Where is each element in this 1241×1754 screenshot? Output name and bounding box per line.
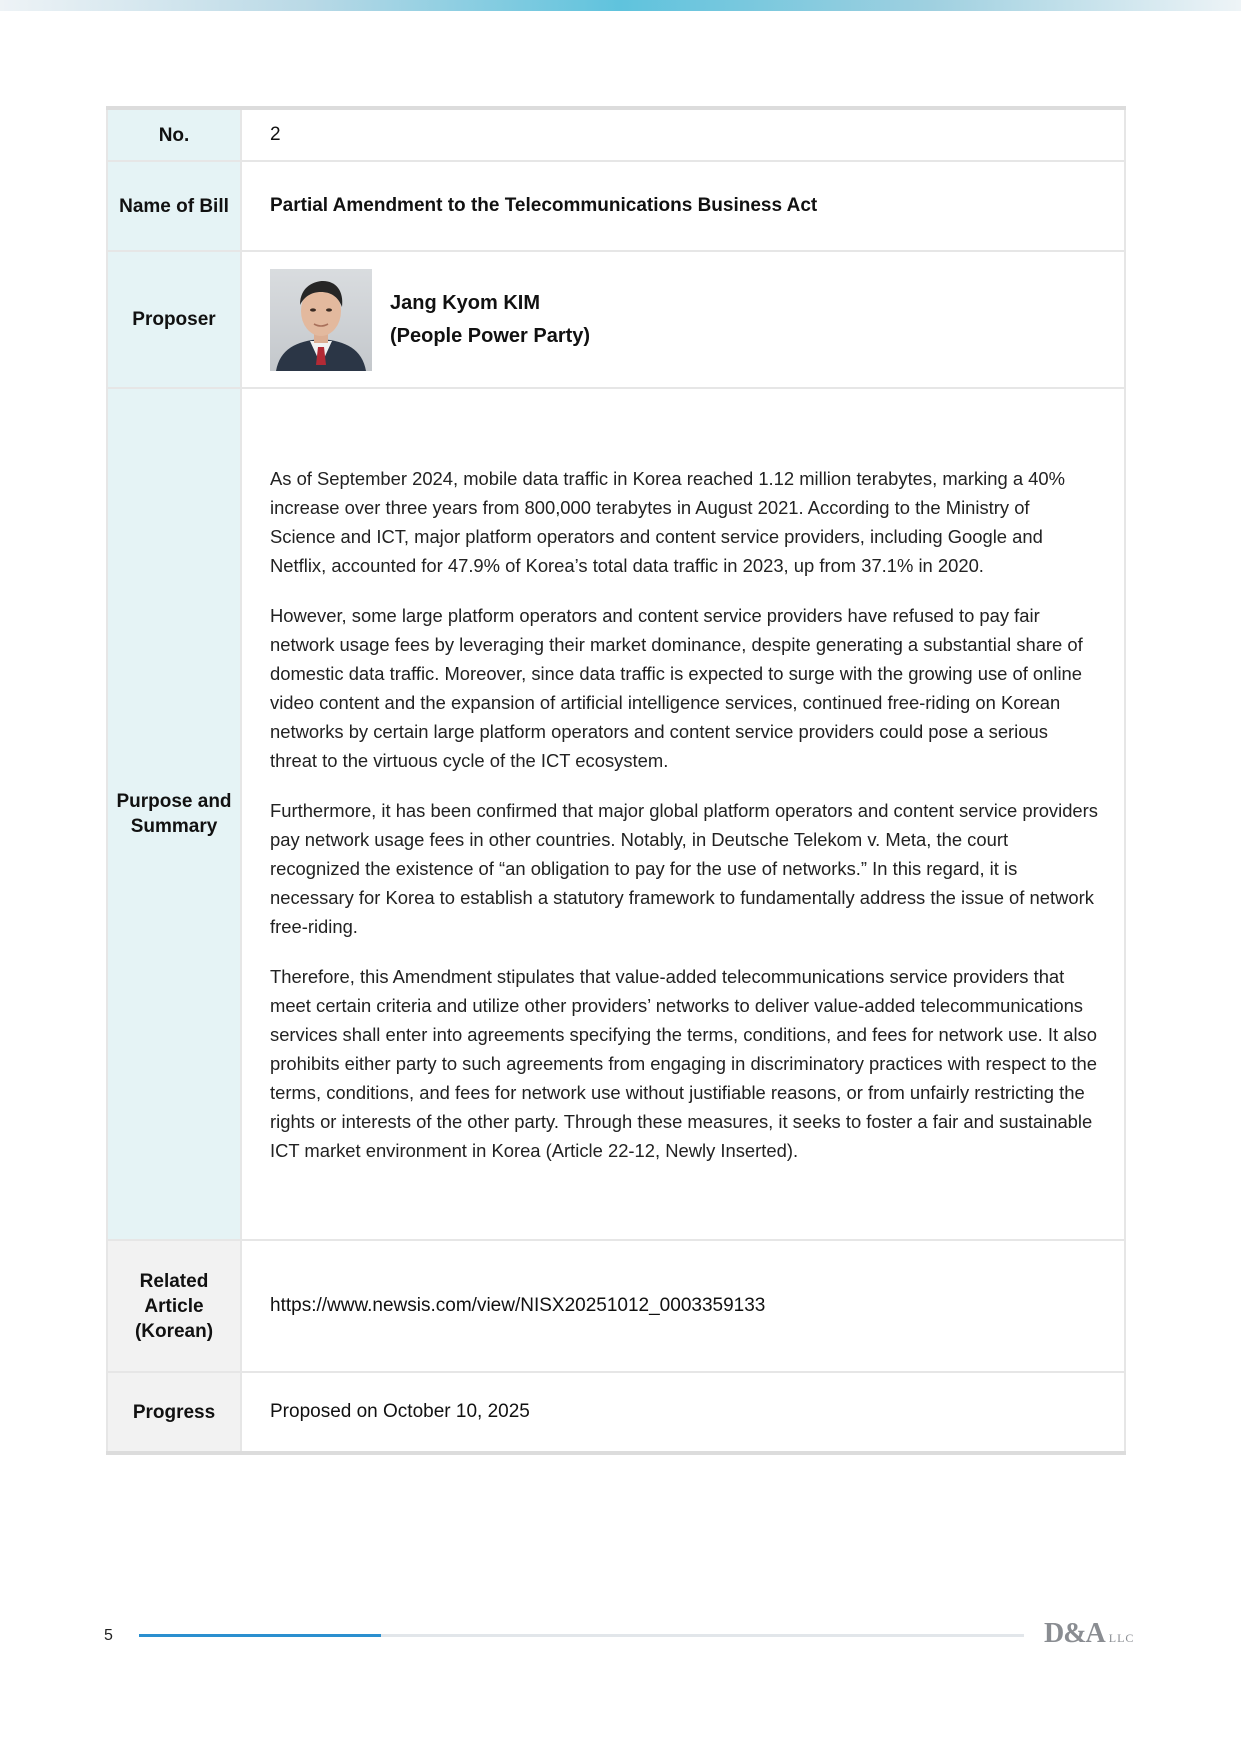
number-label: No.: [107, 108, 241, 161]
bill-name-label: Name of Bill: [107, 161, 241, 251]
row-purpose: [107, 388, 1125, 1240]
proposer-party: (People Power Party): [390, 324, 591, 347]
summary-paragraph: Therefore, this Amendment stipulates that value-added telecommunications service providers that meet certain criteria and utilize other providers’ networks to deliver value-added telecommunications services shall enter into agreements specifying the terms, conditions, and fees for network use. It also prohibits either party to such agreements from engaging in discriminatory practices with respect to the terms, conditions, and fees for network use without justifiable reasons, or from unfairly restricting the rights or interests of the other party. Through these measures, it seeks to foster a fair and sustainable ICT market environment in Korea (Article 22-12, Newly Inserted).: [270, 965, 1097, 1161]
summary-paragraph: Furthermore, it has been confirmed that major global platform operators and content service providers pay network usage fees in other countries. Notably, in Deutsche Telekom v. Meta, the court recognized the existence of “an obligation to pay for the use of networks.” In this regard, it is necessary for Korea to establish a statutory framework to fundamentally address the issue of network free-riding.: [270, 799, 1098, 937]
progress-label: Progress: [107, 1372, 241, 1453]
proposer-name: Jang Kyom KIM: [390, 291, 541, 314]
row-progress: [107, 1372, 1125, 1453]
page-number: 5: [104, 1627, 113, 1644]
summary-paragraph: However, some large platform operators and content service providers have refused to pay fair network usage fees by leveraging their market dominance, despite generating a substantial share of domestic data traffic. Moreover, since data traffic is expected to surge with the growing use of online video content and the expansion of artificial intelligence services, continued free-riding on Korean networks by certain large platform operators and content service providers could pose a serious threat to the virtuous cycle of the ICT ecosystem.: [270, 604, 1083, 771]
footer-line-fill: [139, 1634, 381, 1637]
row-bill-name: [107, 161, 1125, 251]
summary-paragraph: As of September 2024, mobile data traffic in Korea reached 1.12 million terabytes, marking a 40% increase over three years from 800,000 terabytes in August 2021. According to the Ministry of Science and ICT, major platform operators and content service providers, including Google and Netflix, accounted for 47.9% of Korea’s total data traffic in 2023, up from 37.1% in 2020.: [270, 467, 1065, 576]
number-value: 2: [241, 108, 1125, 161]
row-proposer: [107, 251, 1125, 388]
purpose-label: Purpose and Summary: [107, 388, 241, 1240]
company-logo: [1044, 1618, 1134, 1650]
proposer-info: [270, 269, 1100, 371]
related-article-label: Related Article (Korean): [107, 1240, 241, 1372]
purpose-summary: [241, 388, 1125, 1240]
progress-value: Proposed on October 10, 2025: [241, 1372, 1125, 1453]
row-number: [107, 108, 1125, 161]
proposer-text: [390, 287, 590, 353]
row-related-article: [107, 1240, 1125, 1372]
bill-info-table: [106, 106, 1126, 1455]
logo-text: D&A: [1044, 1618, 1105, 1649]
proposer-photo: [270, 269, 372, 371]
logo-suffix: LLC: [1108, 1631, 1135, 1645]
proposer-label: Proposer: [107, 251, 241, 388]
top-gradient-bar: [0, 0, 1241, 11]
footer-progress-line: [139, 1634, 1024, 1637]
bill-name-value: Partial Amendment to the Telecommunications Business Act: [241, 161, 1125, 251]
related-article-link[interactable]: https://www.newsis.com/view/NISX20251012_0003359133: [241, 1240, 1125, 1372]
proposer-cell: [241, 251, 1125, 388]
